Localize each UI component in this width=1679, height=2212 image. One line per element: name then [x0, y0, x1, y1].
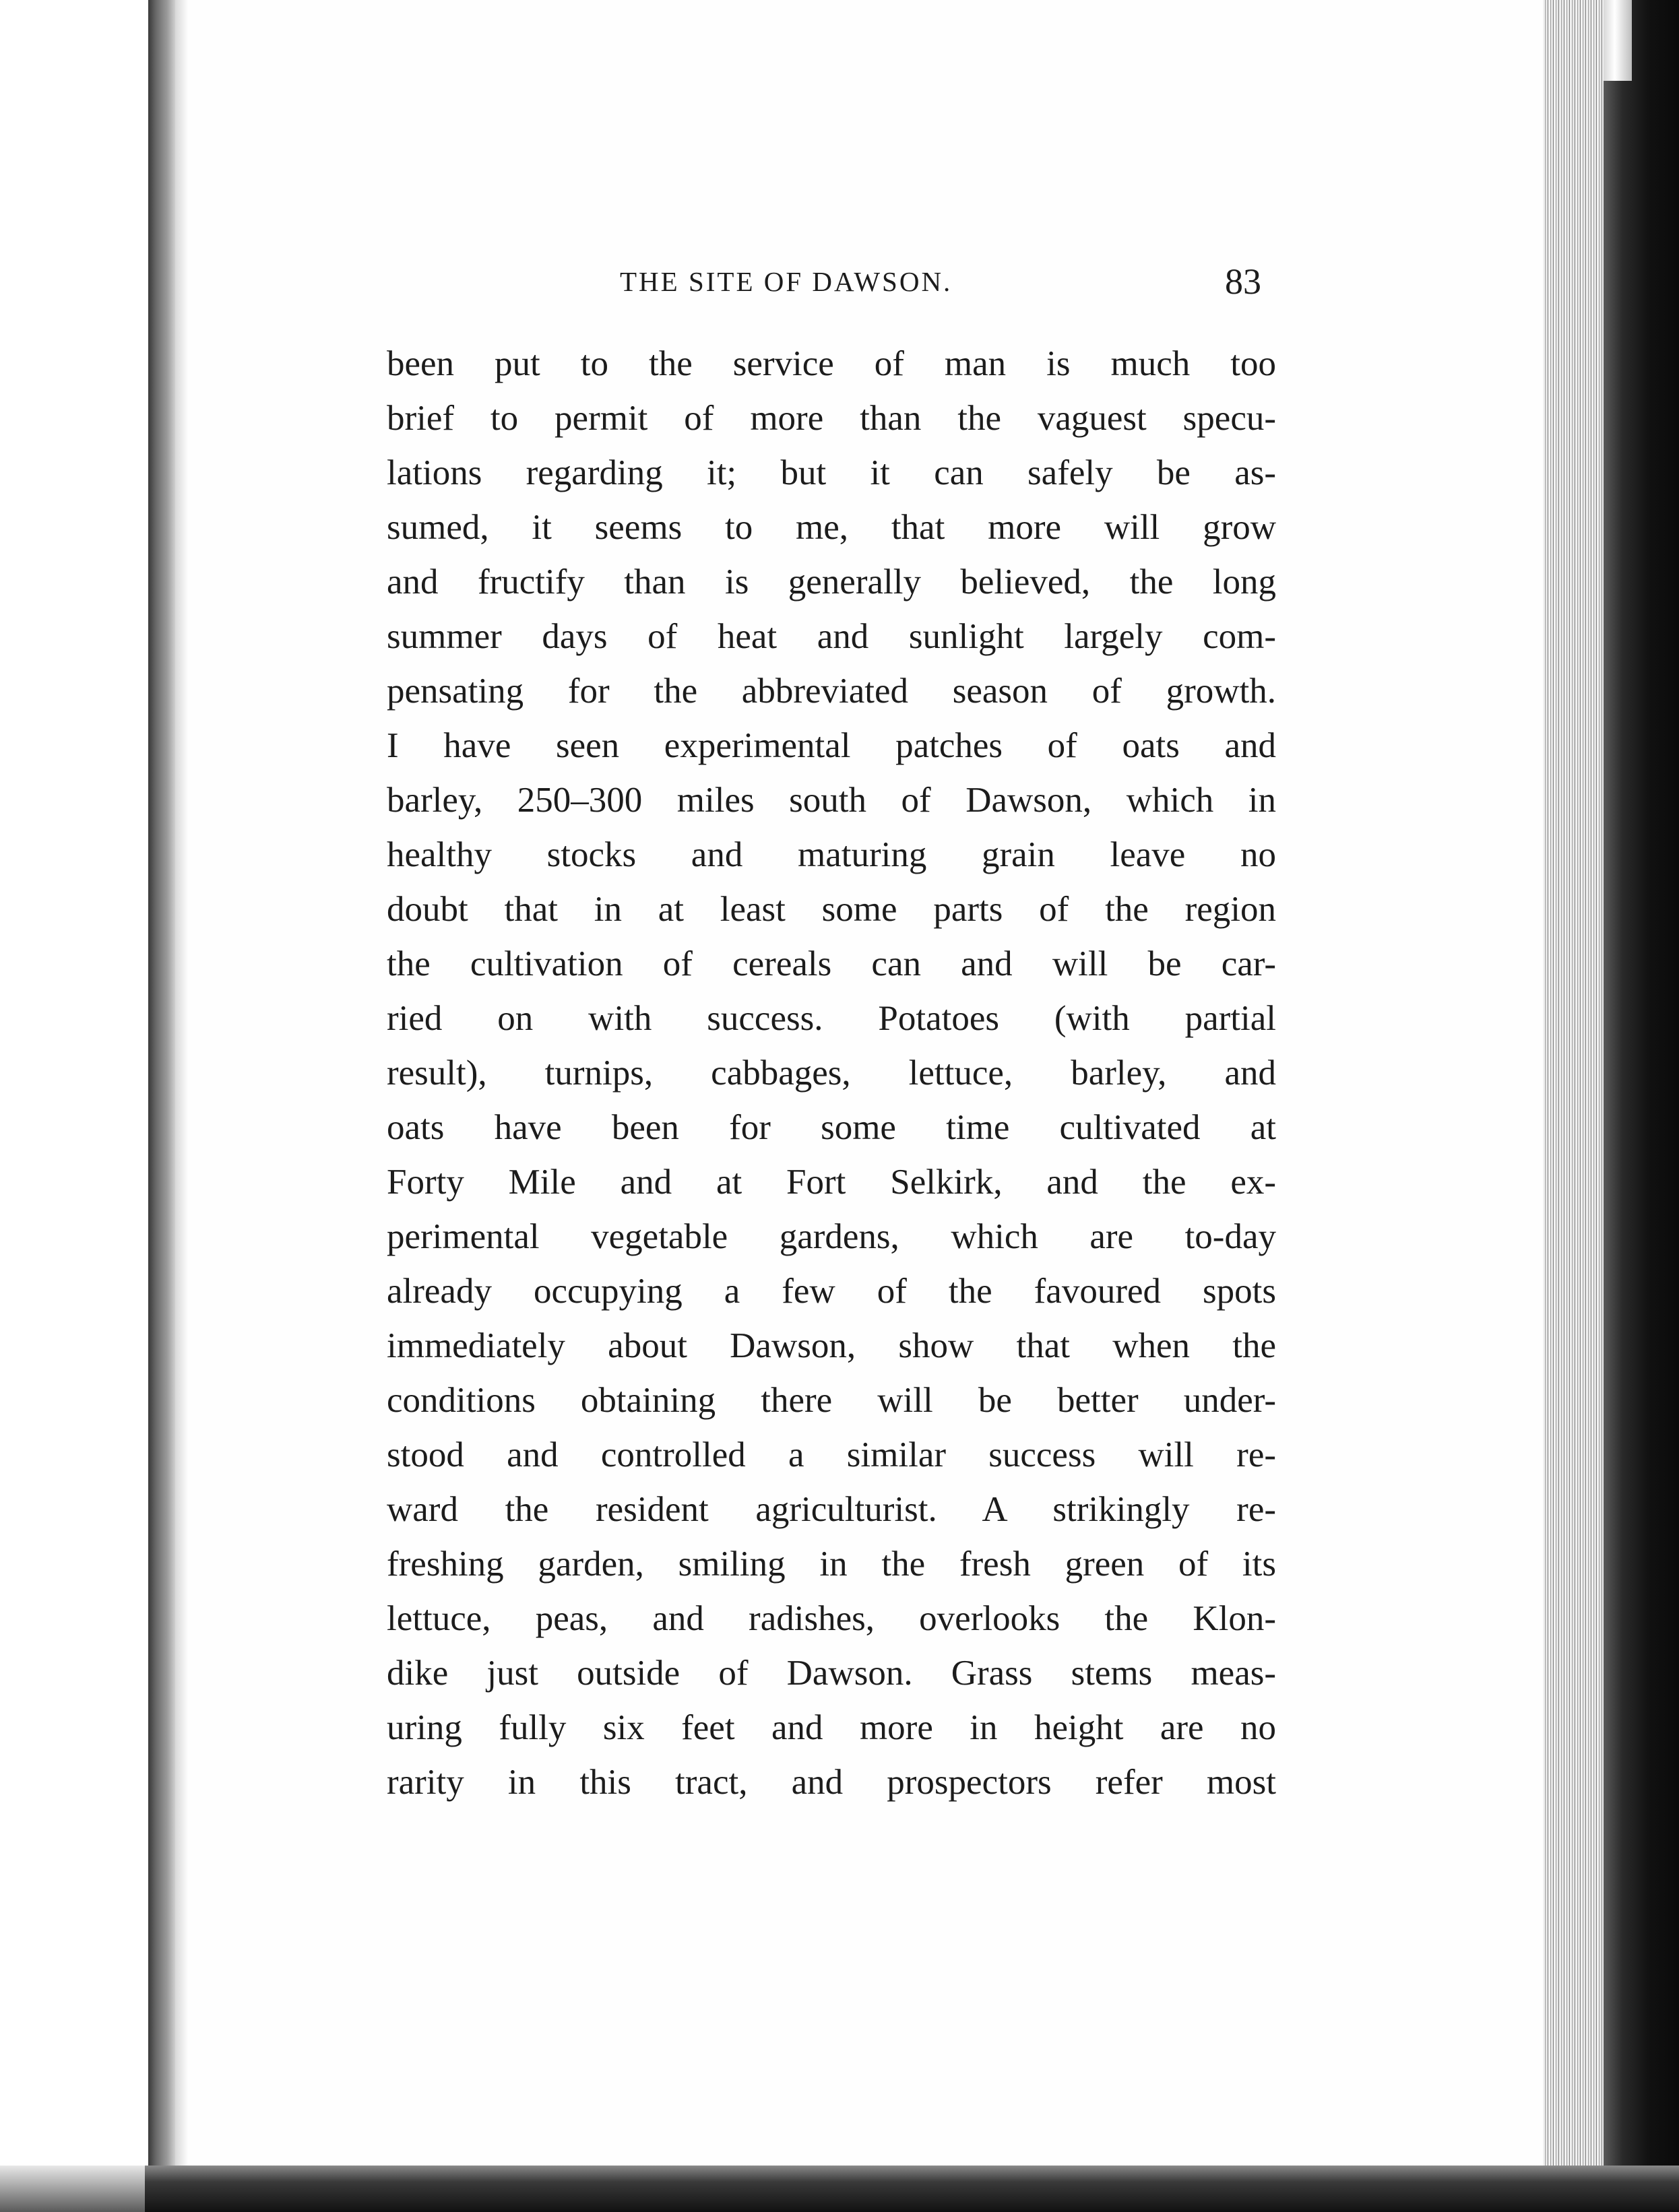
text-line: already occupying a few of the favoured spots [387, 1272, 1276, 1311]
text-line: immediately about Dawson, show that when the [387, 1326, 1276, 1365]
running-head: THE SITE OF DAWSON. [620, 266, 953, 297]
text-line: conditions obtaining there will be better under- [387, 1381, 1276, 1420]
text-line: brief to permit of more than the vaguest specu- [387, 399, 1276, 438]
text-line: lettuce, peas, and radishes, overlooks the Klon- [387, 1599, 1276, 1638]
text-line: perimental vegetable gardens, which are to-day [387, 1217, 1276, 1256]
text-line: freshing garden, smiling in the fresh green of its [387, 1544, 1276, 1584]
text-line: ward the resident agriculturist. A strikingly re- [387, 1490, 1276, 1529]
bottom-shadow [0, 2166, 1679, 2212]
text-line: ried on with success. Potatoes (with partial [387, 999, 1276, 1038]
text-line: doubt that in at least some parts of the region [387, 890, 1276, 929]
text-line: stood and controlled a similar success will re- [387, 1435, 1276, 1474]
text-line: Forty Mile and at Fort Selkirk, and the ex- [387, 1163, 1276, 1202]
text-line: pensating for the abbreviated season of growth. [387, 672, 1276, 711]
book-cover-edge [1604, 0, 1679, 2212]
bottom-shadow-left [0, 2166, 145, 2212]
text-line: summer days of heat and sunlight largely com- [387, 617, 1276, 656]
page-number: 83 [1225, 261, 1261, 302]
body-text [387, 337, 1276, 1810]
text-line: rarity in this tract, and prospectors refer most [387, 1763, 1276, 1802]
binding-fade [175, 0, 189, 2176]
page-edges [1543, 0, 1604, 2176]
text-line: sumed, it seems to me, that more will grow [387, 508, 1276, 547]
text-line: been put to the service of man is much too [387, 344, 1276, 383]
left-margin [0, 0, 145, 2212]
text-line: the cultivation of cereals can and will be car- [387, 944, 1276, 983]
text-line: and fructify than is generally believed, the long [387, 562, 1276, 601]
page-edge-highlight [1604, 0, 1632, 81]
text-line: healthy stocks and maturing grain leave no [387, 835, 1276, 874]
text-line: uring fully six feet and more in height are no [387, 1708, 1276, 1747]
text-line: lations regarding it; but it can safely be as- [387, 453, 1276, 492]
text-line: oats have been for some time cultivated at [387, 1108, 1276, 1147]
text-line: dike just outside of Dawson. Grass stems meas- [387, 1654, 1276, 1693]
book-binding-shadow [148, 0, 175, 2176]
text-line: barley, 250–300 miles south of Dawson, which in [387, 781, 1276, 820]
text-line: result), turnips, cabbages, lettuce, barley, and [387, 1053, 1276, 1093]
text-line: I have seen experimental patches of oats and [387, 726, 1276, 765]
